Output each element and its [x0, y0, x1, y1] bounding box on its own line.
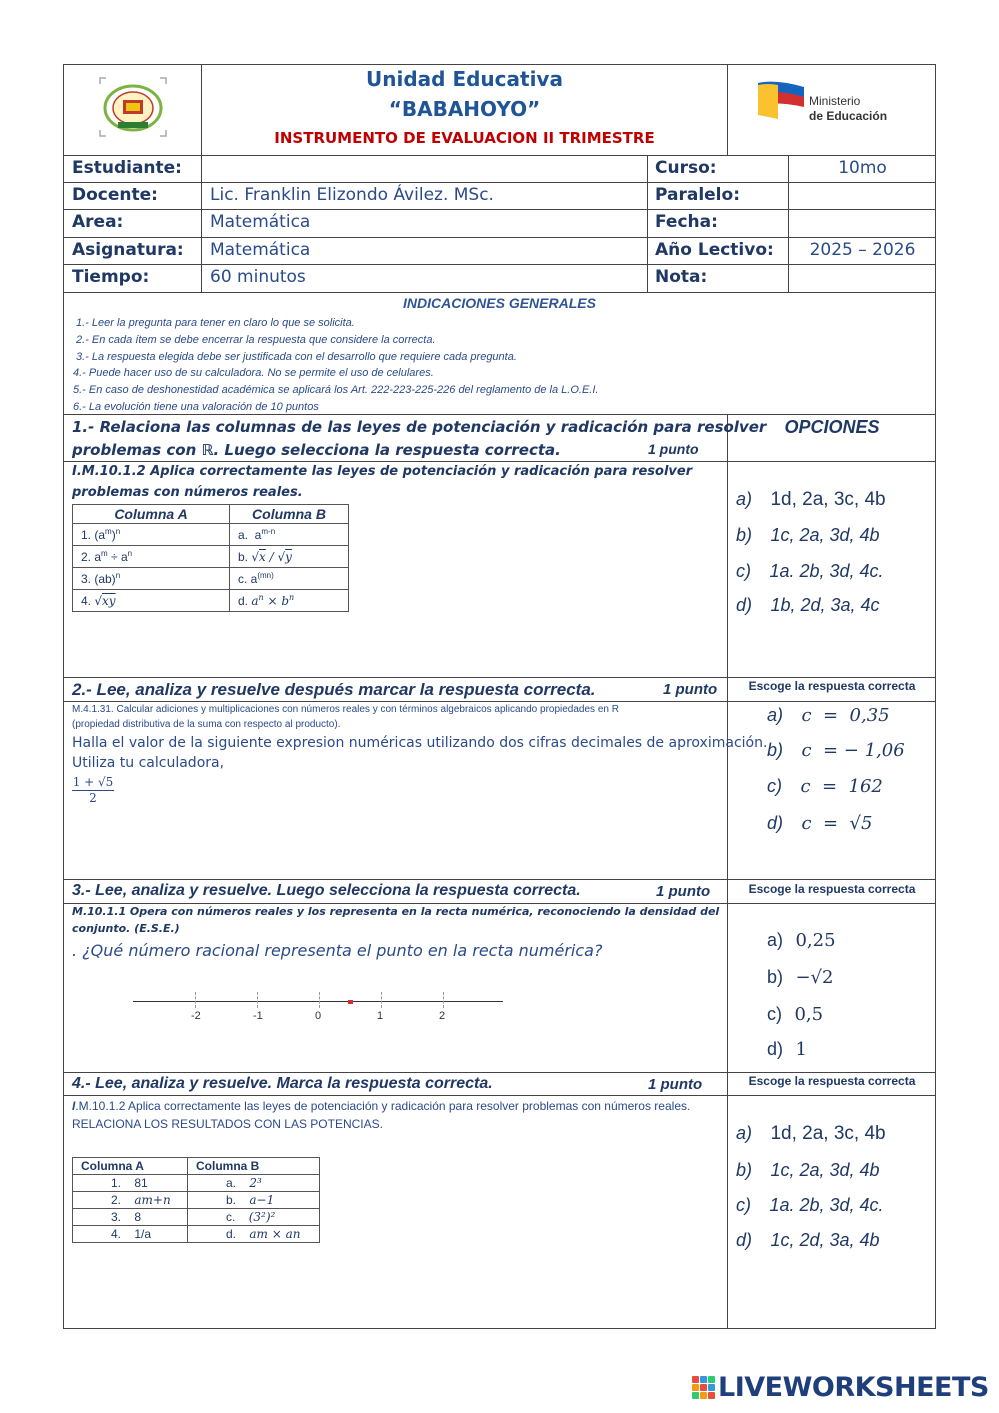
item-val: 81: [134, 1176, 148, 1190]
table-row: [73, 1209, 320, 1226]
area-value: Matemática: [210, 212, 311, 232]
curso-label: Curso:: [655, 158, 717, 178]
item-num: a.: [226, 1176, 237, 1190]
fecha-label: Fecha:: [655, 212, 718, 232]
item-num: 1.: [111, 1176, 122, 1190]
brand-icon-cell: [700, 1384, 707, 1391]
q4-option-b[interactable]: [736, 1160, 880, 1181]
item-num: c.: [226, 1210, 236, 1224]
q4-option-c[interactable]: [736, 1195, 884, 1216]
option-letter: b): [736, 1160, 753, 1180]
item-num: 3.: [111, 1210, 122, 1224]
q1-title-line1: 1.- Relaciona las columnas de las leyes de potenciación y radicación para resolver: [72, 418, 767, 436]
nota-field[interactable]: [789, 267, 936, 289]
option-text: 1a. 2b, 3d, 4c.: [769, 561, 884, 581]
q3-points: 1 punto: [656, 883, 711, 900]
q4-col-b-item: [188, 1209, 320, 1226]
docente-value: Lic. Franklin Elizondo Ávilez. MSc.: [210, 185, 494, 205]
indicacion-item: 5.- En caso de deshonestidad académica se aplicará los Art. 222-223-225-226 del reglamento de la L.O.E.I.: [73, 384, 599, 396]
q1-col-b-item: a. $a^{m-n}$: [230, 524, 349, 546]
item-val: (3²)²: [248, 1210, 276, 1224]
q1-option-b[interactable]: [736, 525, 880, 546]
q4-title: 4.- Lee, analiza y resuelve. Marca la respuesta correcta.: [72, 1075, 493, 1092]
q4-points: 1 punto: [648, 1076, 703, 1093]
number-line-label: -1: [253, 1010, 263, 1022]
q1-col-b-item: d. $a^n \times b^n$: [230, 590, 349, 612]
grid-line: [63, 879, 936, 880]
number-line-tick: [195, 992, 196, 1008]
item-num: 2.: [111, 1193, 122, 1207]
number-line-label: -2: [191, 1010, 201, 1022]
fraction-numerator: 1 + √5: [72, 775, 114, 789]
item-val: am+n: [134, 1193, 171, 1207]
q2-options-header: Escoge la respuesta correcta: [748, 679, 916, 693]
ministry-name-line1: Ministerio: [809, 94, 861, 108]
option-text: 0,25: [795, 930, 836, 951]
item-val: a−1: [249, 1193, 275, 1207]
q4-col-b-header: Columna B: [188, 1158, 320, 1175]
grid-line: [63, 155, 936, 156]
number-line-tick: [443, 992, 444, 1008]
option-letter: d): [736, 1230, 753, 1250]
option-letter: b): [767, 967, 784, 987]
q2-prompt-line1: Halla el valor de la siguiente expresion numéricas utilizando dos cifras decimales de aproximación.: [72, 735, 768, 751]
school-name-line1: Unidad Educativa: [366, 67, 563, 91]
q4-col-a-item: [73, 1209, 188, 1226]
grid-line: [727, 414, 728, 1329]
nota-label: Nota:: [655, 267, 708, 287]
option-letter: c): [767, 776, 782, 796]
q1-col-b-item: b. √x / √y: [230, 546, 349, 568]
indicacion-item: 4.- Puede hacer uso de su calculadora. No se permite el uso de celulares.: [73, 367, 434, 379]
q4-col-a-header: Columna A: [73, 1158, 188, 1175]
option-text: c = √5: [801, 813, 873, 834]
indicacion-item: 6.- La evolución tiene una valoración de 10 puntos: [73, 401, 319, 413]
grid-line: [63, 182, 936, 183]
ministry-name-line2: de Educación: [809, 109, 888, 123]
number-line-tick: [319, 992, 320, 1008]
fraction-denominator: 2: [89, 791, 97, 805]
number-line-tick: [257, 992, 258, 1008]
table-row: [73, 1192, 320, 1209]
q3-options-header: Escoge la respuesta correcta: [748, 882, 916, 896]
q4-indicator-lead: I: [72, 1099, 76, 1113]
grid-line: [63, 414, 936, 415]
option-text: 1a. 2b, 3d, 4c.: [769, 1195, 884, 1215]
number-line-label: 0: [315, 1010, 322, 1022]
q3-indicator-line1: M.10.1.1 Opera con números reales y los representa en la recta numérica, reconociendo la densidad del: [72, 905, 720, 918]
q1-option-a[interactable]: [736, 489, 886, 511]
grid-line: [63, 1095, 936, 1096]
q2-option-d[interactable]: [767, 813, 872, 834]
q4-options-header: Escoge la respuesta correcta: [748, 1074, 916, 1088]
liveworksheets-logo[interactable]: [690, 1372, 989, 1402]
grid-line: [727, 64, 728, 155]
anio-lectivo-label: Año Lectivo:: [655, 240, 774, 260]
q3-number-line: [130, 990, 505, 1020]
option-text: 1d, 2a, 3c, 4b: [770, 489, 886, 510]
q3-option-b[interactable]: [767, 967, 833, 988]
q1-col-a-item: 4. √xy: [73, 590, 230, 612]
option-text: 0,5: [794, 1004, 824, 1025]
q2-title: 2.- Lee, analiza y resuelve después marcar la respuesta correcta.: [72, 680, 596, 699]
brand-text: LIVEWORKSHEETS: [718, 1371, 989, 1403]
exam-title: INSTRUMENTO DE EVALUACION II TRIMESTRE: [274, 129, 655, 147]
table-row: [73, 524, 349, 546]
q2-indicator-line1: M.4.1.31. Calcular adiciones y multiplicaciones con números reales y con términos algebraicos aplicando propiedades en R: [72, 704, 619, 715]
q1-columns-table: [72, 504, 349, 612]
q2-option-c[interactable]: [767, 776, 883, 797]
q4-col-a-item: [73, 1175, 188, 1192]
ministry-flag-icon: [756, 79, 806, 119]
indicacion-item: 1.- Leer la pregunta para tener en claro lo que se solicita.: [76, 317, 355, 329]
grid-line: [63, 292, 936, 293]
item-num: 4.: [111, 1227, 122, 1241]
paralelo-field[interactable]: [789, 185, 936, 207]
table-row: [73, 1226, 320, 1243]
table-row: [73, 590, 349, 612]
q1-col-a-item: 2. $a^m \div a^n$: [73, 546, 230, 568]
option-text: −√2: [795, 967, 834, 988]
curso-value: 10mo: [838, 158, 887, 178]
q1-options-header: OPCIONES: [784, 417, 880, 437]
option-text: c = 162: [800, 776, 883, 797]
option-letter: a): [736, 1123, 753, 1143]
q4-col-a-item: [73, 1226, 188, 1243]
q1-indicator-line2: problemas con números reales.: [72, 485, 303, 500]
table-row: [73, 1158, 320, 1175]
q3-indicator-line2: conjunto. (E.S.E.): [72, 922, 180, 935]
option-letter: d): [736, 595, 753, 615]
q3-option-a[interactable]: [767, 930, 836, 951]
table-row: [73, 1175, 320, 1192]
table-row: [73, 546, 349, 568]
option-text: 1c, 2d, 3a, 4b: [770, 1230, 880, 1250]
school-logo: [96, 76, 170, 138]
item-val: 2³: [249, 1176, 262, 1190]
q1-option-c[interactable]: [736, 561, 884, 582]
grid-line: [63, 237, 936, 238]
item-num: b.: [226, 1193, 237, 1207]
option-text: 1c, 2a, 3d, 4b: [770, 1160, 880, 1180]
q1-col-a-header: Columna A: [73, 505, 230, 524]
grid-line: [63, 677, 936, 678]
q1-col-a-item: 3. (ab)$^n$: [73, 568, 230, 590]
q4-option-a[interactable]: [736, 1123, 886, 1145]
q1-col-b-header: Columna B: [230, 505, 349, 524]
number-line-tick: [381, 992, 382, 1008]
q2-points: 1 punto: [663, 681, 718, 698]
option-letter: c): [736, 561, 751, 581]
fecha-field[interactable]: [789, 212, 936, 234]
indicaciones-title: INDICACIONES GENERALES: [403, 295, 596, 311]
asignatura-label: Asignatura:: [72, 240, 184, 260]
option-text: c = 0,35: [801, 705, 890, 726]
ministry-logo: [756, 79, 896, 125]
docente-label: Docente:: [72, 185, 158, 205]
q2-option-a[interactable]: [767, 705, 890, 726]
brand-icon-cell: [692, 1376, 699, 1383]
option-letter: b): [767, 740, 784, 760]
grid-line: [63, 461, 936, 462]
q4-columns-table: [72, 1157, 320, 1243]
option-letter: d): [767, 1039, 784, 1059]
q4-col-a-item: [73, 1192, 188, 1209]
number-line-axis: [133, 1001, 503, 1002]
asignatura-value: Matemática: [210, 240, 311, 260]
table-row: [73, 505, 349, 524]
grid-line: [63, 701, 936, 702]
item-val: am × an: [249, 1227, 301, 1241]
option-letter: a): [736, 489, 753, 509]
number-line-label: 2: [439, 1010, 446, 1022]
indicacion-item: 3.- La respuesta elegida debe ser justificada con el desarrollo que requiere cada pregunta.: [76, 351, 517, 363]
option-letter: c): [736, 1195, 751, 1215]
q4-instruction: RELACIONA LOS RESULTADOS CON LAS POTENCIAS.: [72, 1117, 383, 1131]
q2-fraction: [72, 775, 114, 805]
table-row: [73, 568, 349, 590]
q1-title-line2: problemas con ℝ. Luego selecciona la respuesta correcta.: [72, 441, 561, 459]
q4-indicator-rest: .M.10.1.2 Aplica correctamente las leyes de potenciación y radicación para resolver problemas con números reales.: [75, 1099, 691, 1113]
brand-icon-cell: [708, 1392, 715, 1399]
q1-option-d[interactable]: [736, 595, 880, 616]
number-line-point: [348, 1000, 353, 1004]
q1-col-a-item: 1. $(a^m)^n$: [73, 524, 230, 546]
brand-icon-cell: [700, 1392, 707, 1399]
q3-title: 3.- Lee, analiza y resuelve. Luego selecciona la respuesta correcta.: [72, 882, 581, 899]
item-val: 8: [134, 1210, 142, 1224]
q2-option-b[interactable]: [767, 740, 905, 761]
school-name-line2: “BABAHOYO”: [388, 97, 541, 121]
brand-icon-cell: [692, 1384, 699, 1391]
brand-icon-cell: [700, 1376, 707, 1383]
q4-indicator: [72, 1099, 690, 1113]
option-letter: d): [767, 813, 784, 833]
number-line-label: 1: [377, 1010, 384, 1022]
item-num: d.: [226, 1227, 237, 1241]
q3-option-d[interactable]: [767, 1039, 807, 1060]
q4-col-b-item: [188, 1175, 320, 1192]
q1-points: 1 punto: [648, 441, 699, 457]
estudiante-field[interactable]: [210, 158, 640, 180]
brand-icon-cell: [708, 1376, 715, 1383]
q3-question: . ¿Qué número racional representa el punto en la recta numérica?: [72, 941, 603, 960]
option-text: 1d, 2a, 3c, 4b: [770, 1123, 886, 1144]
q1-indicator-line1: I.M.10.1.2 Aplica correctamente las leyes de potenciación y radicación para resolver: [72, 464, 693, 479]
grid-line: [63, 903, 936, 904]
grid-line: [647, 155, 648, 292]
anio-lectivo-value: 2025 – 2026: [809, 240, 916, 260]
indicacion-item: 2.- En cada ítem se debe encerrar la respuesta que considere la correcta.: [76, 334, 436, 346]
area-label: Area:: [72, 212, 124, 232]
tiempo-value: 60 minutos: [210, 267, 306, 287]
option-letter: b): [736, 525, 753, 545]
item-val: 1/a: [134, 1227, 152, 1241]
option-text: 1b, 2d, 3a, 4c: [770, 595, 880, 615]
option-letter: a): [767, 930, 784, 950]
brand-icon-cell: [692, 1392, 699, 1399]
grid-line: [63, 264, 936, 265]
option-text: c = − 1,06: [801, 740, 905, 761]
liveworksheets-icon: [690, 1374, 716, 1400]
option-text: 1: [795, 1039, 807, 1060]
grid-line: [63, 1072, 936, 1073]
q1-col-b-item: c. $a^{(mn)}$: [230, 568, 349, 590]
estudiante-label: Estudiante:: [72, 158, 182, 178]
paralelo-label: Paralelo:: [655, 185, 740, 205]
q2-indicator-line2: (propiedad distributiva de la suma con respecto al producto).: [72, 719, 341, 730]
q3-option-c[interactable]: [767, 1004, 823, 1025]
q2-prompt-line2: Utiliza tu calculadora,: [72, 755, 225, 771]
q4-option-d[interactable]: [736, 1230, 880, 1251]
q4-col-b-item: [188, 1192, 320, 1209]
option-letter: a): [767, 705, 784, 725]
q4-col-b-item: [188, 1226, 320, 1243]
brand-icon-cell: [708, 1384, 715, 1391]
tiempo-label: Tiempo:: [72, 267, 150, 287]
option-letter: c): [767, 1004, 782, 1024]
option-text: 1c, 2a, 3d, 4b: [770, 525, 880, 545]
grid-line: [63, 209, 936, 210]
